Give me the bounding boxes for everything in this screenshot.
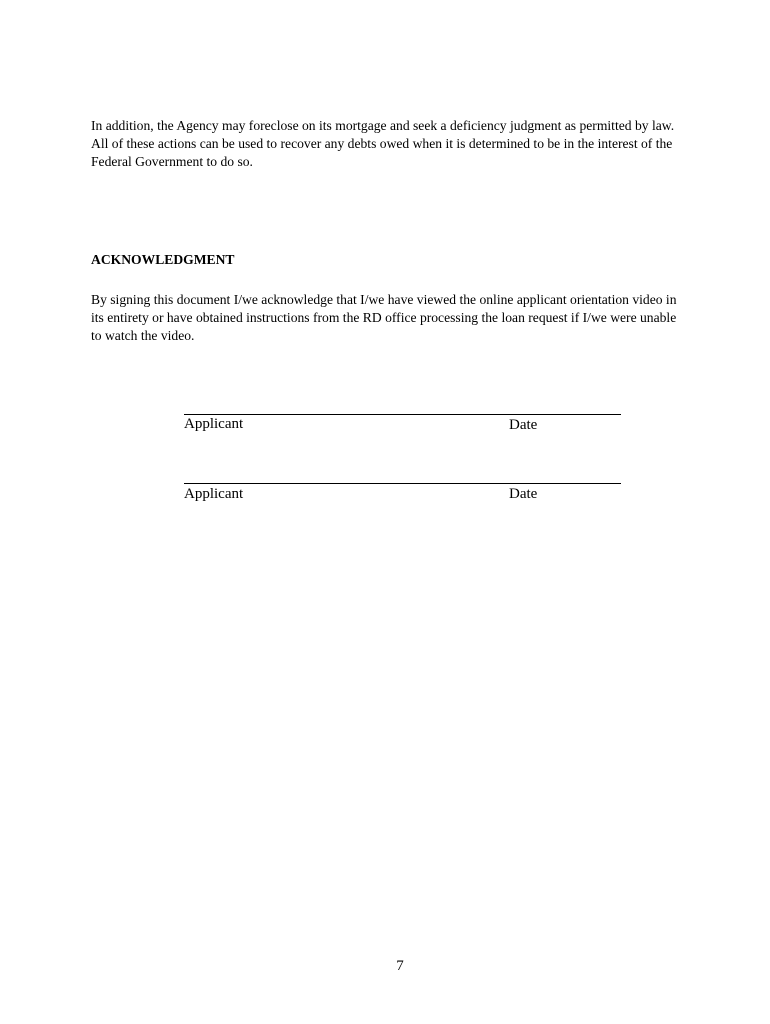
acknowledgment-paragraph: By signing this document I/we acknowledge that I/we have viewed the online applicant orientation video in its entirety or have obtained instructions from the RD office processing the loan request if I/we were unable to watch the video. <box>91 292 677 343</box>
signature-line-1[interactable] <box>184 414 621 415</box>
applicant-label-1: Applicant <box>184 416 244 432</box>
acknowledgment-heading: ACKNOWLEDGMENT <box>91 252 235 267</box>
intro-paragraph: In addition, the Agency may foreclose on its mortgage and seek a deficiency judgment as permitted by law. All of these actions can be used to recover any debts owed when it is determined to be in the interest of the Federal Government to do so. <box>91 118 675 169</box>
date-label-2: Date <box>509 486 538 502</box>
signature-line-2[interactable] <box>184 483 621 484</box>
applicant-label-2: Applicant <box>184 486 244 502</box>
page-number: 7 <box>396 958 404 974</box>
date-label-1: Date <box>509 417 538 433</box>
